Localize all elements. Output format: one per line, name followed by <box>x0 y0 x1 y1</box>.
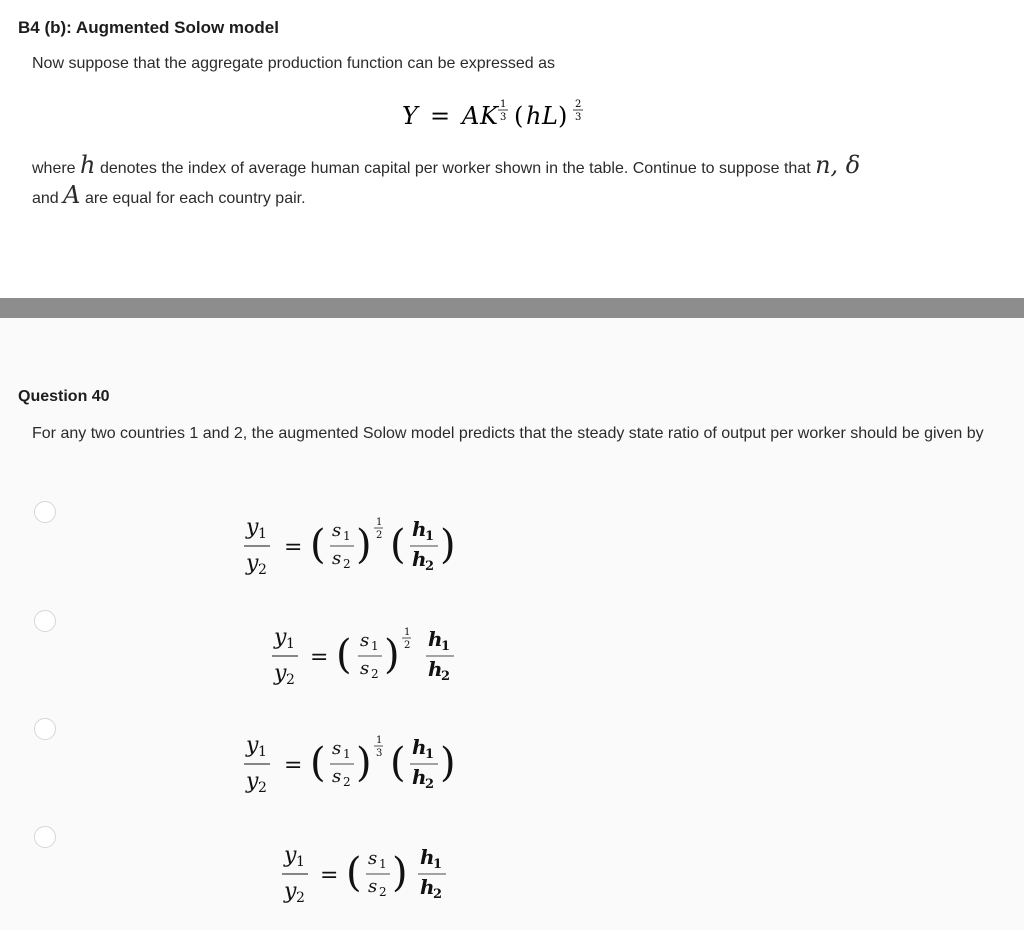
question-title: Question 40 <box>18 388 110 405</box>
opt3-s2-sub: 2 <box>343 775 351 789</box>
opt4-rparen: ) <box>392 850 408 896</box>
desc-part-1: where <box>32 160 76 177</box>
opt1-exp-den: 2 <box>376 530 383 541</box>
section-divider <box>0 298 1024 318</box>
opt1-y1-sub: 1 <box>258 526 267 542</box>
opt3-y2-sub: 2 <box>258 780 267 796</box>
opt2-y1-sub: 1 <box>286 636 295 652</box>
opt1-s1: s <box>332 520 342 541</box>
option-1-formula[interactable] <box>240 508 480 580</box>
opt4-y2-sub: 2 <box>296 890 305 906</box>
opt2-s1-sub: 1 <box>371 639 379 653</box>
opt1-formula-text <box>0 318 1 319</box>
section-b4b <box>0 0 1024 298</box>
opt1-s2-sub: 2 <box>343 557 351 571</box>
opt3-h1-sub: 1 <box>425 747 435 762</box>
description-text <box>32 152 992 212</box>
desc-var-n-delta: n, δ <box>815 151 861 179</box>
option-2-radio[interactable] <box>34 610 56 632</box>
eq-lparen: ( <box>514 102 524 130</box>
question-text: For any two countries 1 and 2, the augmented Solow model predicts that the steady state ratio of output per worker should be given by <box>32 425 984 442</box>
opt1-s1-sub: 1 <box>343 529 351 543</box>
opt1-h2: h <box>412 547 427 571</box>
desc-part-3: and <box>32 190 59 207</box>
opt2-exp-den: 2 <box>404 640 411 651</box>
opt3-h2-sub: 2 <box>425 777 435 792</box>
opt4-y2: y <box>284 879 297 904</box>
opt1-equals: = <box>284 535 303 560</box>
opt3-exp-den: 3 <box>376 748 383 759</box>
desc-part-2: denotes the index of average human capital per worker shown in the table. Continue to suppose that <box>99 160 811 177</box>
opt1-lparen: ( <box>310 522 326 568</box>
option-formula-text <box>0 318 1 319</box>
eq-exp1-den: 3 <box>500 112 507 123</box>
opt2-exp-num: 1 <box>404 627 411 638</box>
opt2-h2: h <box>428 657 443 681</box>
opt3-y2: y <box>246 769 259 794</box>
opt2-rparen: ) <box>384 632 400 678</box>
eq-Y: Y <box>402 102 418 130</box>
opt2-h1-sub: 1 <box>441 639 451 654</box>
opt4-equals: = <box>320 863 339 888</box>
opt3-s1: s <box>332 738 342 759</box>
opt2-h2-sub: 2 <box>441 669 451 684</box>
desc-var-h: h <box>80 151 96 179</box>
opt4-y1-sub: 1 <box>296 854 305 870</box>
opt4-h2-sub: 2 <box>433 887 443 902</box>
opt3-lparen: ( <box>310 740 326 786</box>
eq-L: L <box>542 102 558 130</box>
eq-h: h <box>526 102 542 130</box>
opt3-rparen2: ) <box>440 740 456 786</box>
opt1-y2-sub: 2 <box>258 562 267 578</box>
opt2-y1: y <box>274 625 287 650</box>
eq-exp2-den: 3 <box>575 112 582 123</box>
opt1-h1-sub: 1 <box>425 529 435 544</box>
option-3-formula[interactable] <box>240 726 480 798</box>
opt3-lparen2: ( <box>390 740 406 786</box>
opt3-s1-sub: 1 <box>343 747 351 761</box>
option-4-formula[interactable] <box>278 836 478 908</box>
opt3-exp-num: 1 <box>376 735 383 746</box>
opt2-equals: = <box>310 645 329 670</box>
opt4-s1: s <box>368 848 378 869</box>
eq-A: A <box>462 102 480 130</box>
desc-var-A: A <box>63 181 81 209</box>
opt1-exp-num: 1 <box>376 517 383 528</box>
question-panel <box>0 318 1024 930</box>
eq-exp1-num: 1 <box>500 99 507 110</box>
opt1-h1: h <box>412 517 427 541</box>
opt1-y1: y <box>246 515 259 540</box>
eq-exp2-num: 2 <box>575 99 582 110</box>
opt2-y2-sub: 2 <box>286 672 295 688</box>
option-2-formula[interactable] <box>268 618 488 690</box>
opt2-h1: h <box>428 627 443 651</box>
eq-equals: = <box>430 102 451 130</box>
opt1-y2: y <box>246 551 259 576</box>
eq-rparen: ) <box>558 102 568 130</box>
opt3-s2: s <box>332 766 342 787</box>
opt1-s2: s <box>332 548 342 569</box>
opt2-lparen: ( <box>336 632 352 678</box>
opt2-s2-sub: 2 <box>371 667 379 681</box>
intro-text: Now suppose that the aggregate production function can be expressed as <box>32 55 556 72</box>
eq-K: K <box>480 102 498 130</box>
production-function-svg <box>400 94 620 138</box>
opt3-equals: = <box>284 753 303 778</box>
opt3-h1: h <box>412 735 427 759</box>
opt1-rparen: ) <box>356 522 372 568</box>
opt4-h1-sub: 1 <box>433 857 443 872</box>
option-4-radio[interactable] <box>34 826 56 848</box>
production-function-equation <box>400 94 620 144</box>
opt3-rparen: ) <box>356 740 372 786</box>
opt4-lparen: ( <box>346 850 362 896</box>
section-title: B4 (b): Augmented Solow model <box>18 18 279 37</box>
option-1-radio[interactable] <box>34 501 56 523</box>
opt2-s1: s <box>360 630 370 651</box>
opt2-s2: s <box>360 658 370 679</box>
opt3-y1-sub: 1 <box>258 744 267 760</box>
desc-part-4: are equal for each country pair. <box>84 190 306 207</box>
opt4-s2-sub: 2 <box>379 885 387 899</box>
opt4-h1: h <box>420 845 435 869</box>
opt4-s2: s <box>368 876 378 897</box>
opt4-s1-sub: 1 <box>379 857 387 871</box>
opt4-h2: h <box>420 875 435 899</box>
opt1-h2-sub: 2 <box>425 559 435 574</box>
opt3-h2: h <box>412 765 427 789</box>
option-3-radio[interactable] <box>34 718 56 740</box>
opt4-y1: y <box>284 843 297 868</box>
opt2-y2: y <box>274 661 287 686</box>
opt3-y1: y <box>246 733 259 758</box>
opt1-lparen2: ( <box>390 522 406 568</box>
opt1-rparen2: ) <box>440 522 456 568</box>
